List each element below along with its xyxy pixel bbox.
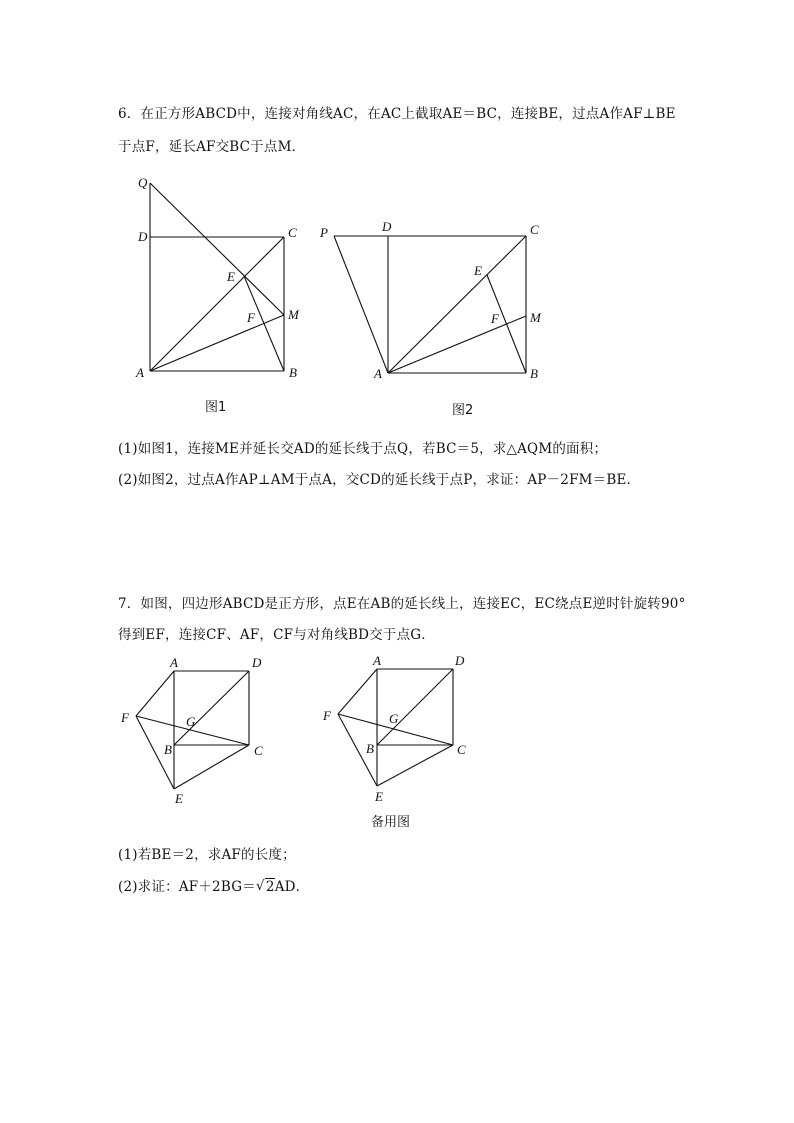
fig4-label-e: E	[375, 789, 383, 804]
fig1-label-m: M	[288, 307, 299, 322]
fig1-label-q: Q	[138, 175, 148, 190]
fig3-label-c: C	[254, 743, 263, 758]
fig2-label-m: M	[530, 310, 541, 325]
fig2-label-a: A	[374, 366, 382, 381]
figure1-caption: 图1	[205, 400, 227, 415]
fig4-label-a: A	[373, 653, 381, 668]
problem6-line1: 6．在正方形ABCD中，连接对角线AC，在AC上截取AE＝BC，连接BE，过点A作AF⊥BE	[118, 106, 676, 122]
fig3-label-g: G	[186, 714, 196, 729]
problem6-line2: 于点F，延长AF交BC于点M．	[118, 139, 306, 155]
fig1-label-a: A	[136, 365, 144, 380]
figure2-caption: 图2	[452, 403, 474, 418]
sqrt-symbol	[256, 879, 275, 895]
fig1-label-b: B	[289, 365, 297, 380]
fig3-label-e: E	[175, 791, 183, 806]
fig1-label-d: D	[138, 229, 148, 244]
fig4-label-f: F	[323, 708, 331, 723]
fig1-label-e: E	[227, 269, 235, 284]
fig2-label-f: F	[491, 311, 499, 326]
problem7-part1: (1)若BE＝2，求AF的长度；	[118, 847, 296, 863]
problem7-part2-suffix: AD．	[274, 879, 310, 895]
fig2-label-b: B	[530, 366, 538, 381]
backup-figure-caption: 备用图	[371, 815, 411, 830]
fig4-label-b: B	[366, 741, 374, 756]
problem7-part2	[118, 875, 309, 895]
fig4-label-c: C	[457, 742, 466, 757]
fig3-label-d: D	[252, 655, 262, 670]
problem6-part2: (2)如图2，过点A作AP⊥AM于点A，交CD的延长线于点P，求证：AP－2FM＝BE．	[118, 472, 641, 488]
fig3-label-b: B	[164, 742, 172, 757]
fig4-label-d: D	[455, 653, 465, 668]
fig1-label-c: C	[288, 225, 297, 240]
problem7-line1: 7．如图，四边形ABCD是正方形，点E在AB的延长线上，连接EC，EC绕点E逆时针旋转90°	[118, 596, 686, 612]
sqrt-radicand: 2	[265, 879, 275, 895]
fig2-label-p: P	[320, 225, 328, 240]
fig4-label-g: G	[389, 711, 399, 726]
fig3-label-f: F	[121, 710, 129, 725]
fig2-label-e: E	[474, 263, 482, 278]
problem7-line2: 得到EF，连接CF、AF，CF与对角线BD交于点G．	[118, 627, 435, 643]
fig1-label-f: F	[247, 310, 255, 325]
fig2-label-c: C	[530, 222, 539, 237]
problem6-part1: (1)如图1，连接ME并延长交AD的延长线于点Q，若BC＝5，求△AQM的面积；	[118, 441, 608, 457]
fig2-label-d: D	[382, 219, 392, 234]
fig3-label-a: A	[170, 655, 178, 670]
problem7-part2-prefix: (2)求证：AF＋2BG＝	[118, 879, 256, 895]
